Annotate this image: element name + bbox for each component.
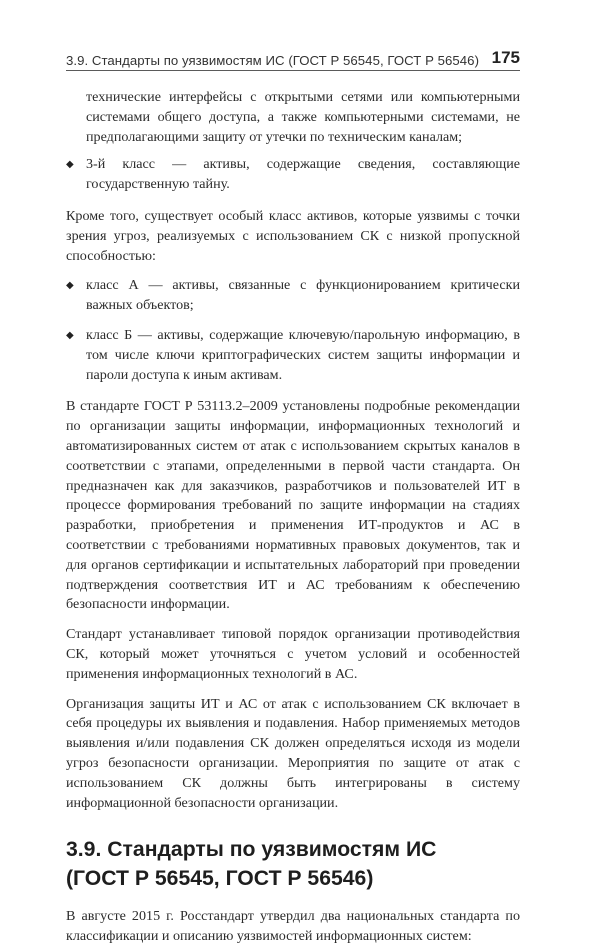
- paragraph: Организация защиты ИТ и АС от атак с использованием СК включает в себя процедуры их выявления и подавления. Набор применяемых методов выявления и/или подавления СК должен определяться исходя из модели угроз безопасности организации. Мероприятия по защите от атак с использованием СК должны быть интегрированы в систему информационной безопасности организации.: [66, 695, 520, 811]
- list-item: [66, 326, 520, 385]
- list-item-text: 3-й класс — активы, содержащие сведения, составляющие государственную тайну.: [86, 156, 520, 193]
- diamond-bullet-icon: ◆: [66, 280, 74, 292]
- header-rule: [66, 70, 520, 71]
- section-heading: [66, 835, 520, 893]
- list-item: [66, 276, 520, 316]
- running-title: 3.9. Стандарты по уязвимостям ИС (ГОСТ Р 56545, ГОСТ Р 56546): [66, 53, 480, 68]
- paragraph: Стандарт устанавливает типовой порядок организации противодействия СК, который может уточняться с учетом условий и особенностей применения информационных технологий в АС.: [66, 626, 520, 682]
- list-item-text: класс А — активы, связанные с функционированием критически важных объектов;: [86, 277, 520, 314]
- paragraph: В стандарте ГОСТ Р 53113.2–2009 установлены подробные рекомендации по организации защиты информации, информационных технологий и автоматизированных систем от атак с использованием скрытых каналов в соответствии с этапами, определенными в первой части стандарта. Он предназначен как для заказчиков, разработчиков и пользователей ИТ в процессе формирования требований по защите информации на стадиях разработки, приобретения и применения ИТ-продуктов и АС в соответствии с требованиями нормативных правовых документов, так и для органов сертификации и испытательных лабораторий при проведении подтверждения соответствия ИТ и АС требованиям к обеспечению безопасности информации.: [66, 398, 520, 613]
- list-continuation: технические интерфейсы с открытыми сетями или компьютерными системами общего доступа, а также компьютерными системами, не предполагающими защиту от утечки по техническим каналам;: [86, 89, 520, 145]
- section-heading-line: (ГОСТ Р 56545, ГОСТ Р 56546): [66, 867, 374, 891]
- paragraph: В августе 2015 г. Росстандарт утвердил два национальных стандарта по классификации и описанию уязвимостей информационных систем:: [66, 908, 520, 945]
- list-item: [66, 155, 520, 195]
- page-body: [66, 88, 520, 947]
- diamond-bullet-icon: ◆: [66, 159, 74, 171]
- running-header: [66, 48, 520, 68]
- diamond-bullet-icon: ◆: [66, 329, 74, 341]
- section-heading-line: 3.9. Стандарты по уязвимостям ИС: [66, 838, 437, 862]
- list-item-text: класс Б — активы, содержащие ключевую/парольную информацию, в том числе ключи криптографических систем защиты информации и пароли доступа к иным активам.: [86, 326, 520, 383]
- paragraph: Кроме того, существует особый класс активов, которые уязвимы с точки зрения угроз, реализуемых с использованием СК с низкой пропускной способностью:: [66, 207, 520, 264]
- page-number: 175: [491, 48, 520, 67]
